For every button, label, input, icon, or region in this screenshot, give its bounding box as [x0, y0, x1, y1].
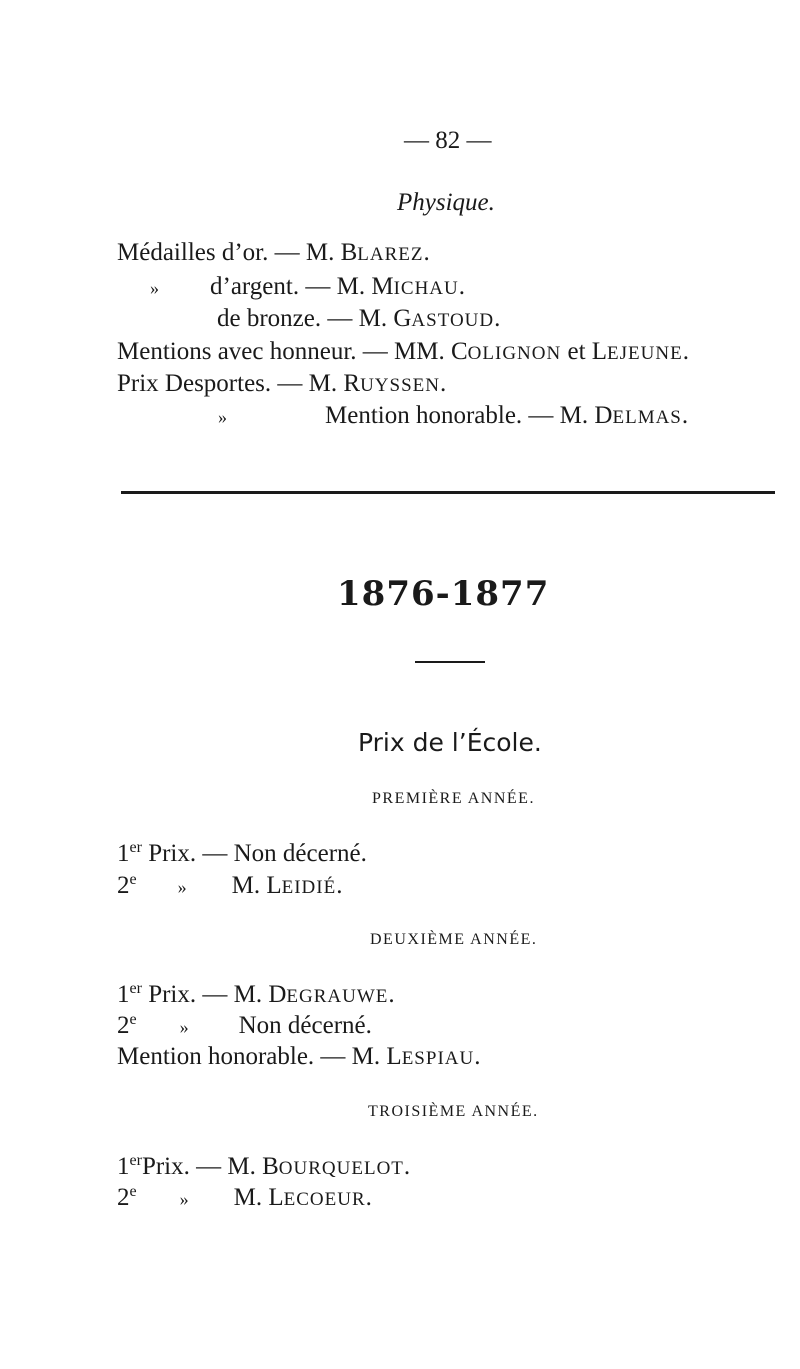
year-subheading-first: PREMIÈRE ANNÉE. — [372, 790, 535, 807]
award-line-silver: » d’argent. — M. MICHAU. — [150, 273, 465, 300]
mention-second-year: Mention honorable. — M. LESPIAU. — [117, 1043, 481, 1070]
prize-third-year-2: 2e » M. LECOEUR. — [117, 1183, 372, 1211]
award-line-mentions: Mentions avec honneur. — MM. COLIGNON et LEJEUNE. — [117, 338, 689, 365]
prize-first-year-1: 1er Prix. — Non décerné. — [117, 839, 367, 867]
section-title-physique: Physique. — [397, 189, 495, 216]
prize-second-year-2: 2e » Non décerné. — [117, 1011, 372, 1039]
section-title-prix-ecole: Prix de l’École. — [358, 728, 542, 757]
section-divider — [121, 491, 775, 494]
award-line-desportes-mention: » Mention honorable. — M. DELMAS. — [218, 402, 689, 429]
year-subheading-third: TROISIÈME ANNÉE. — [368, 1103, 539, 1120]
prize-first-year-2: 2e » M. LEIDIÉ. — [117, 871, 343, 899]
award-line-gold: Médailles d’or. — M. BLAREZ. — [117, 239, 430, 266]
award-line-bronze: de bronze. — M. GASTOUD. — [217, 305, 501, 332]
short-rule — [415, 661, 485, 663]
prize-second-year-1: 1er Prix. — M. DEGRAUWE. — [117, 980, 395, 1008]
year-heading: 1876-1877 — [337, 574, 550, 614]
award-line-desportes: Prix Desportes. — M. RUYSSEN. — [117, 370, 447, 397]
prize-third-year-1: 1erPrix. — M. BOURQUELOT. — [117, 1152, 411, 1180]
year-subheading-second: DEUXIÈME ANNÉE. — [370, 931, 538, 948]
page-number: — 82 — — [404, 127, 492, 154]
